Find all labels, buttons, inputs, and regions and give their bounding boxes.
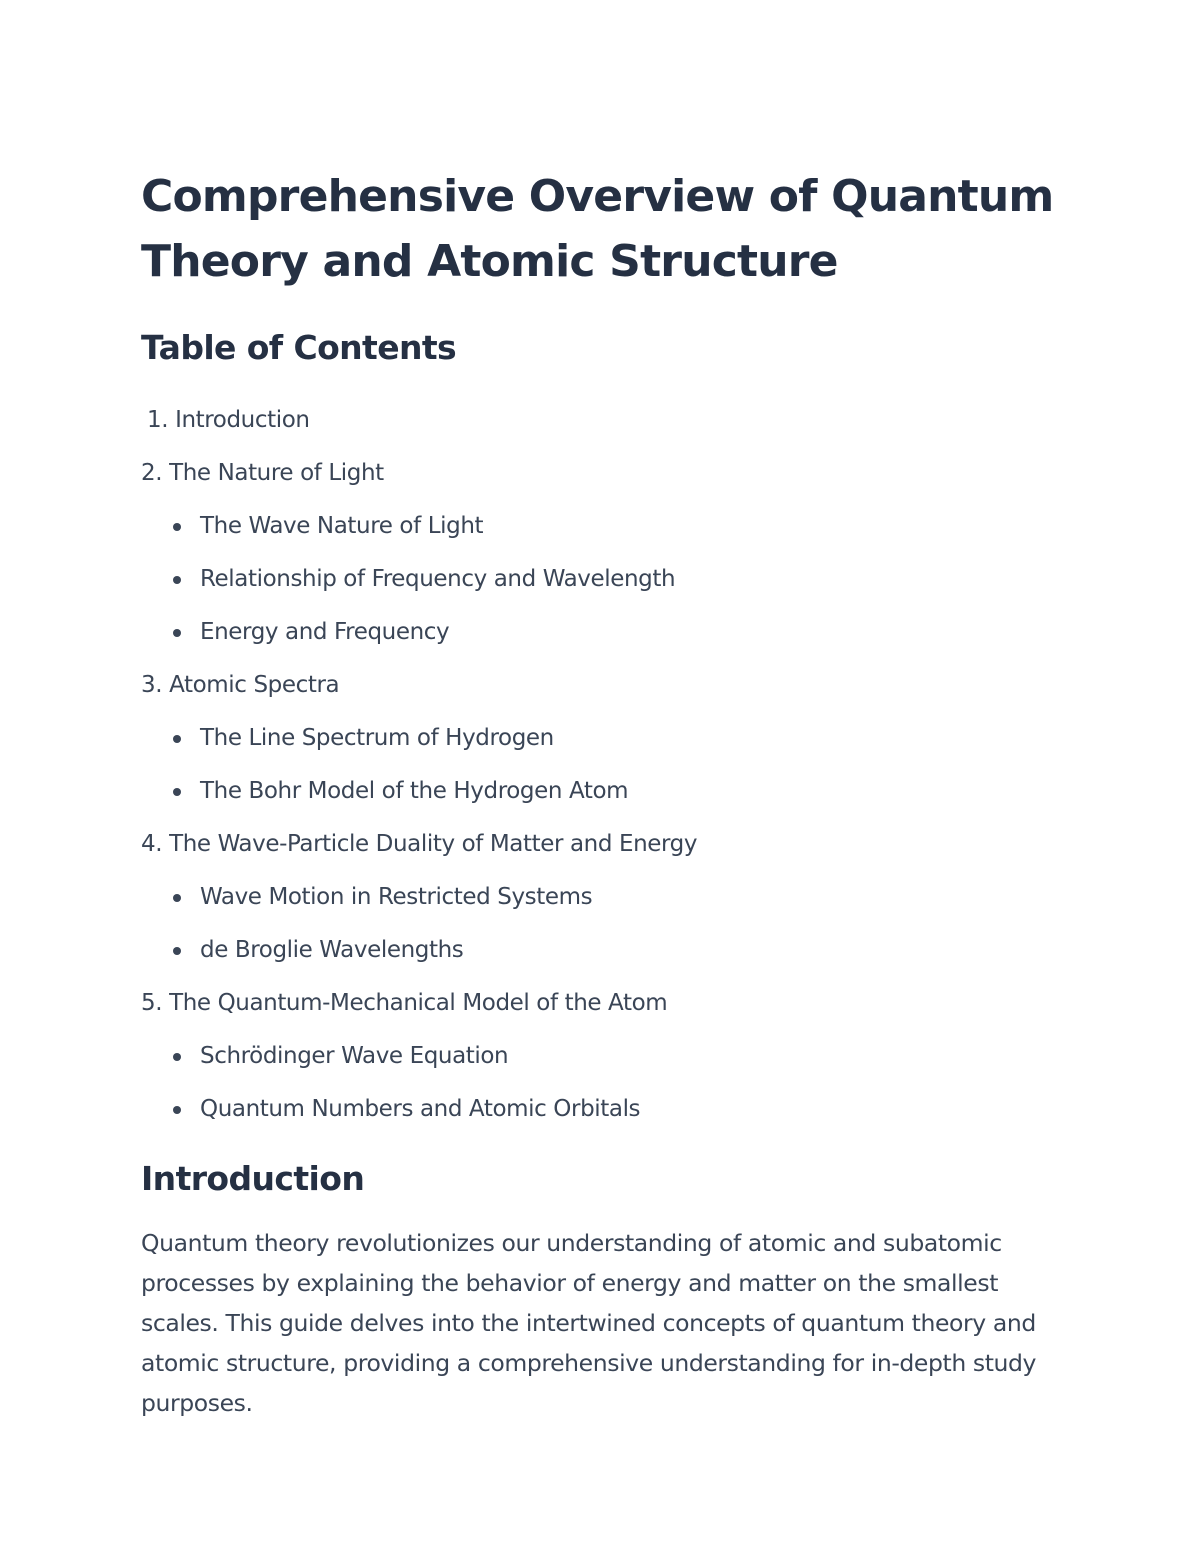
toc-subitem[interactable] [141,553,1061,606]
bullet-icon [173,735,181,743]
toc-subitem-label: Wave Motion in Restricted Systems [200,884,593,910]
toc-sublist [141,712,1061,818]
toc-item-label: Atomic Spectra [169,672,340,698]
document-page [141,164,1061,1423]
toc-item-atomic-spectra[interactable] [141,659,1061,818]
introduction-heading: Introduction [141,1159,365,1198]
toc-item-label: The Quantum-Mechanical Model of the Atom [169,990,668,1016]
bullet-icon [173,576,181,584]
toc-subitem[interactable] [141,1083,1061,1136]
toc-subitem-label: The Line Spectrum of Hydrogen [200,725,554,751]
bullet-icon [173,788,181,796]
toc-subitem-label: The Bohr Model of the Hydrogen Atom [200,778,629,804]
bullet-icon [173,523,181,531]
toc-subitem[interactable] [141,606,1061,659]
toc-item-label: The Wave-Particle Duality of Matter and Energy [169,831,698,857]
toc-subitem[interactable] [141,871,1061,924]
bullet-icon [173,1106,181,1114]
introduction-paragraph: Quantum theory revolutionizes our understanding of atomic and subatomic processes by explaining the behavior of energy and matter on the smallest scales. This guide delves into the intertwined concepts of quantum theory and atomic structure, providing a comprehensive understanding for in-depth study purposes. [141,1229,1037,1417]
toc-item-label: The Nature of Light [169,460,384,486]
toc-item-introduction[interactable] [141,394,1061,447]
bullet-icon [173,947,181,955]
toc-subitem[interactable] [141,765,1061,818]
toc-item-wave-particle-duality[interactable] [141,818,1061,977]
toc-item-number: 2. [141,460,163,486]
toc-subitem[interactable] [141,924,1061,977]
toc-subitem[interactable] [141,1030,1061,1083]
toc-heading: Table of Contents [141,328,457,367]
toc-sublist [141,871,1061,977]
toc-item-number: 1. [147,407,169,433]
toc-item-number: 5. [141,990,163,1016]
table-of-contents [141,394,1061,1136]
bullet-icon [173,1053,181,1061]
toc-item-nature-of-light[interactable] [141,447,1061,659]
toc-item-quantum-mechanical-model[interactable] [141,977,1061,1136]
toc-sublist [141,500,1061,659]
bullet-icon [173,629,181,637]
toc-item-number: 3. [141,672,163,698]
toc-subitem-label: The Wave Nature of Light [200,513,484,539]
toc-subitem-label: de Broglie Wavelengths [200,937,464,963]
bullet-icon [173,894,181,902]
toc-subitem-label: Relationship of Frequency and Wavelength [200,566,676,592]
document-title: Comprehensive Overview of Quantum Theory and Atomic Structure [141,171,1054,287]
toc-subitem[interactable] [141,500,1061,553]
toc-item-number: 4. [141,831,163,857]
toc-subitem-label: Quantum Numbers and Atomic Orbitals [200,1096,641,1122]
toc-subitem-label: Energy and Frequency [200,619,450,645]
toc-sublist [141,1030,1061,1136]
toc-subitem-label: Schrödinger Wave Equation [200,1043,509,1069]
toc-item-label: Introduction [175,407,310,433]
toc-subitem[interactable] [141,712,1061,765]
